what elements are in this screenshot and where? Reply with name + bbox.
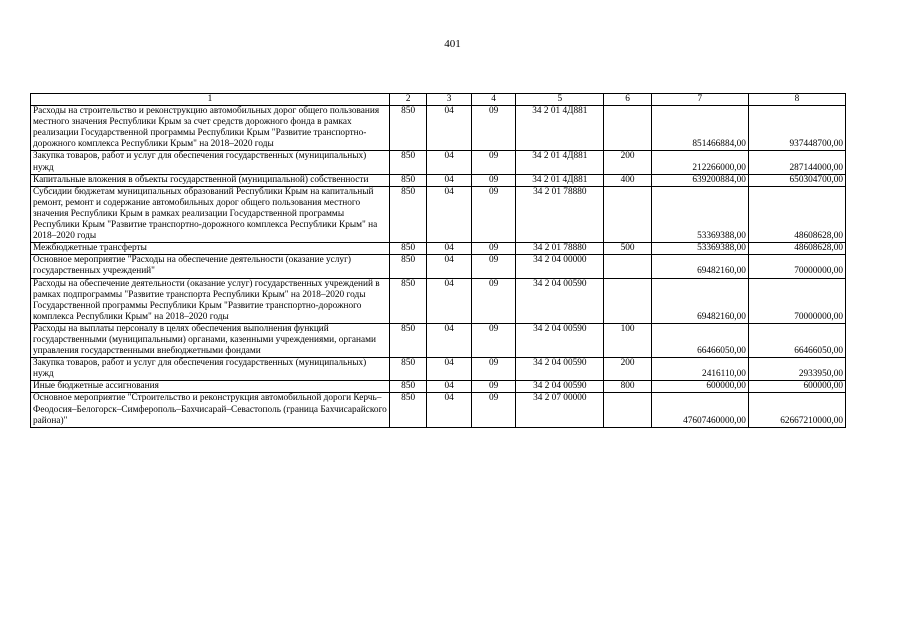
row-code-4: 09 [471,151,515,174]
row-amount-8: 62667210000,00 [748,393,845,427]
table-row [31,243,846,255]
header-row [31,94,846,106]
row-code-2: 850 [389,174,426,186]
header-col-7: 7 [651,94,748,106]
header-col-1: 1 [31,94,390,106]
row-code-2: 850 [389,393,426,427]
row-code-4: 09 [471,106,515,151]
row-amount-7: 66466050,00 [651,323,748,357]
row-code-2: 850 [389,151,426,174]
row-amount-8: 287144000,00 [748,151,845,174]
row-name: Иные бюджетные ассигнования [31,381,390,393]
row-amount-8: 48608628,00 [748,186,845,242]
row-amount-7: 212266000,00 [651,151,748,174]
row-code-6: 500 [604,243,652,255]
row-amount-8: 2933950,00 [748,358,845,381]
row-code-5: 34 2 01 4Д881 [516,174,604,186]
row-code-3: 04 [427,243,471,255]
budget-table [30,93,846,428]
table-row [31,151,846,174]
table-row [31,358,846,381]
row-code-4: 09 [471,174,515,186]
row-code-3: 04 [427,358,471,381]
row-amount-8: 650304700,00 [748,174,845,186]
row-code-5: 34 2 01 4Д881 [516,106,604,151]
row-code-2: 850 [389,323,426,357]
row-code-2: 850 [389,255,426,278]
row-code-6 [604,278,652,323]
row-amount-7: 53369388,00 [651,243,748,255]
row-name: Расходы на выплаты персоналу в целях обеспечения выполнения функций государственными (муниципальными) органами, казенными учреждениями, органами управления государственными внебюджетными фондами [31,323,390,357]
row-code-6: 400 [604,174,652,186]
row-code-6 [604,186,652,242]
row-name: Закупка товаров, работ и услуг для обеспечения государственных (муниципальных) нужд [31,151,390,174]
row-amount-7: 600000,00 [651,381,748,393]
row-code-3: 04 [427,186,471,242]
row-name: Субсидии бюджетам муниципальных образований Республики Крым на капитальный ремонт, ремонт и содержание автомобильных дорог общего пользования местного значения Республики Крым в рамках реализации Государственной программы Республики Крым "Развитие транспортно-дорожного комплекса Республики Крым" на 2018–2020 годы [31,186,390,242]
row-code-5: 34 2 01 78880 [516,186,604,242]
row-amount-7: 851466884,00 [651,106,748,151]
row-code-2: 850 [389,243,426,255]
header-col-4: 4 [471,94,515,106]
row-code-3: 04 [427,106,471,151]
row-amount-7: 2416110,00 [651,358,748,381]
row-amount-7: 69482160,00 [651,255,748,278]
row-amount-8: 70000000,00 [748,255,845,278]
row-amount-7: 47607460000,00 [651,393,748,427]
row-code-5: 34 2 04 00590 [516,381,604,393]
header-col-5: 5 [516,94,604,106]
header-col-3: 3 [427,94,471,106]
row-name: Расходы на обеспечение деятельности (оказание услуг) государственных учреждений в рамках подпрограммы "Развитие транспорта Республики Крым" на 2018–2020 годы Государственной программы Республики Крым "Развитие транспортно-дорожного комплекса Республики Крым" на 2018–2020 годы [31,278,390,323]
row-code-3: 04 [427,393,471,427]
row-amount-8: 937448700,00 [748,106,845,151]
header-col-2: 2 [389,94,426,106]
row-amount-7: 639200884,00 [651,174,748,186]
row-code-6 [604,106,652,151]
row-code-3: 04 [427,151,471,174]
table-row [31,255,846,278]
row-name: Закупка товаров, работ и услуг для обеспечения государственных (муниципальных) нужд [31,358,390,381]
row-code-4: 09 [471,381,515,393]
row-code-5: 34 2 04 00590 [516,323,604,357]
row-code-4: 09 [471,323,515,357]
table-row [31,278,846,323]
row-code-6 [604,393,652,427]
table-row [31,106,846,151]
row-code-2: 850 [389,358,426,381]
row-code-4: 09 [471,393,515,427]
row-amount-7: 69482160,00 [651,278,748,323]
row-code-4: 09 [471,255,515,278]
row-name: Основное мероприятие "Расходы на обеспечение деятельности (оказание услуг) государственных учреждений" [31,255,390,278]
row-name: Межбюджетные трансферты [31,243,390,255]
row-code-3: 04 [427,174,471,186]
row-amount-7: 53369388,00 [651,186,748,242]
row-code-6: 200 [604,151,652,174]
row-code-5: 34 2 01 4Д881 [516,151,604,174]
row-code-4: 09 [471,358,515,381]
row-code-2: 850 [389,278,426,323]
row-code-6 [604,255,652,278]
row-code-6: 100 [604,323,652,357]
header-col-6: 6 [604,94,652,106]
row-code-3: 04 [427,323,471,357]
table-row [31,381,846,393]
row-code-6: 200 [604,358,652,381]
row-code-5: 34 2 04 00590 [516,358,604,381]
row-code-3: 04 [427,255,471,278]
table-row [31,393,846,427]
row-code-5: 34 2 04 00590 [516,278,604,323]
row-code-2: 850 [389,106,426,151]
row-amount-8: 66466050,00 [748,323,845,357]
row-code-3: 04 [427,278,471,323]
row-code-6: 800 [604,381,652,393]
row-amount-8: 70000000,00 [748,278,845,323]
row-name: Расходы на строительство и реконструкцию автомобильных дорог общего пользования местного значения Республики Крым за счет средств дорожного фонда в рамках реализации Государственной программы Республики Крым "Развитие транспортно-дорожного комплекса Республики Крым" на 2018–2020 годы [31,106,390,151]
row-name: Основное мероприятие "Строительство и реконструкция автомобильной дороги Керчь–Феодосия–Белогорск–Симферополь–Бахчисарай–Севастополь (граница Бахчисарайского района)" [31,393,390,427]
row-code-2: 850 [389,186,426,242]
row-code-3: 04 [427,381,471,393]
table-row [31,174,846,186]
row-code-4: 09 [471,243,515,255]
row-code-2: 850 [389,381,426,393]
row-code-4: 09 [471,278,515,323]
table-row [31,186,846,242]
row-amount-8: 48608628,00 [748,243,845,255]
header-col-8: 8 [748,94,845,106]
row-code-5: 34 2 07 00000 [516,393,604,427]
row-code-5: 34 2 01 78880 [516,243,604,255]
page-number: 401 [444,38,461,50]
row-amount-8: 600000,00 [748,381,845,393]
row-code-5: 34 2 04 00000 [516,255,604,278]
row-name: Капитальные вложения в объекты государственной (муниципальной) собственности [31,174,390,186]
table-row [31,323,846,357]
row-code-4: 09 [471,186,515,242]
